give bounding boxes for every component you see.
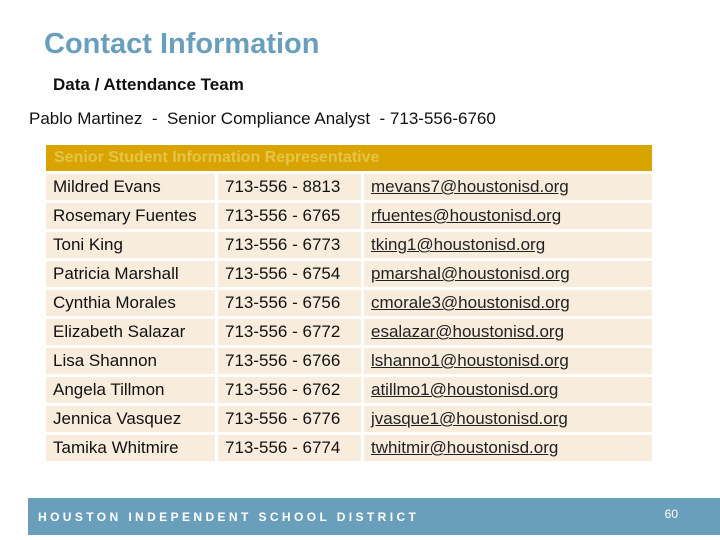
contact-email[interactable]: esalazar@houstonisd.org: [364, 319, 652, 345]
contact-phone: 713-556 - 6772: [218, 319, 364, 345]
contact-email[interactable]: rfuentes@houstonisd.org: [364, 203, 652, 229]
contact-phone: 713-556 - 6762: [218, 377, 364, 403]
contact-name: Elizabeth Salazar: [46, 319, 218, 345]
table-row: [46, 435, 652, 461]
table-row: [46, 319, 652, 345]
table-row: [46, 261, 652, 287]
contact-email[interactable]: lshanno1@houstonisd.org: [364, 348, 652, 374]
contact-phone: 713-556 - 6756: [218, 290, 364, 316]
table-row: [46, 290, 652, 316]
contact-name: Toni King: [46, 232, 218, 258]
contact-name: Rosemary Fuentes: [46, 203, 218, 229]
contact-email[interactable]: twhitmir@houstonisd.org: [364, 435, 652, 461]
contact-email[interactable]: cmorale3@houstonisd.org: [364, 290, 652, 316]
contact-name: Cynthia Morales: [46, 290, 218, 316]
contact-email[interactable]: jvasque1@houstonisd.org: [364, 406, 652, 432]
team-subtitle: Data / Attendance Team: [53, 75, 244, 94]
contact-phone: 713-556 - 6765: [218, 203, 364, 229]
contact-phone: 713-556 - 8813: [218, 174, 364, 200]
contact-name: Tamika Whitmire: [46, 435, 218, 461]
contact-phone: 713-556 - 6773: [218, 232, 364, 258]
table-header-row: [46, 145, 652, 171]
contact-phone: 713-556 - 6754: [218, 261, 364, 287]
contact-email[interactable]: mevans7@houstonisd.org: [364, 174, 652, 200]
page-number: 60: [664, 507, 678, 521]
footer-district-name: HOUSTON INDEPENDENT SCHOOL DISTRICT: [38, 510, 420, 524]
contact-email[interactable]: atillmo1@houstonisd.org: [364, 377, 652, 403]
table-row: [46, 232, 652, 258]
table-row: [46, 174, 652, 200]
contact-email[interactable]: pmarshal@houstonisd.org: [364, 261, 652, 287]
table-row: [46, 203, 652, 229]
contact-table-container: [46, 145, 652, 464]
contact-phone: 713-556 - 6774: [218, 435, 364, 461]
table-row: [46, 406, 652, 432]
contact-phone: 713-556 - 6776: [218, 406, 364, 432]
contact-table: [46, 142, 652, 464]
contact-name: Jennica Vasquez: [46, 406, 218, 432]
table-row: [46, 348, 652, 374]
table-header: Senior Student Information Representative: [46, 145, 652, 171]
table-row: [46, 377, 652, 403]
contact-email[interactable]: tking1@houstonisd.org: [364, 232, 652, 258]
page-title: Contact Information: [44, 28, 320, 60]
contact-name: Lisa Shannon: [46, 348, 218, 374]
contact-phone: 713-556 - 6766: [218, 348, 364, 374]
contact-name: Mildred Evans: [46, 174, 218, 200]
footer-bar: [28, 498, 720, 535]
contact-name: Angela Tillmon: [46, 377, 218, 403]
analyst-contact-line: Pablo Martinez - Senior Compliance Analyst - 713-556-6760: [29, 109, 496, 128]
table-body: [46, 174, 652, 461]
contact-name: Patricia Marshall: [46, 261, 218, 287]
